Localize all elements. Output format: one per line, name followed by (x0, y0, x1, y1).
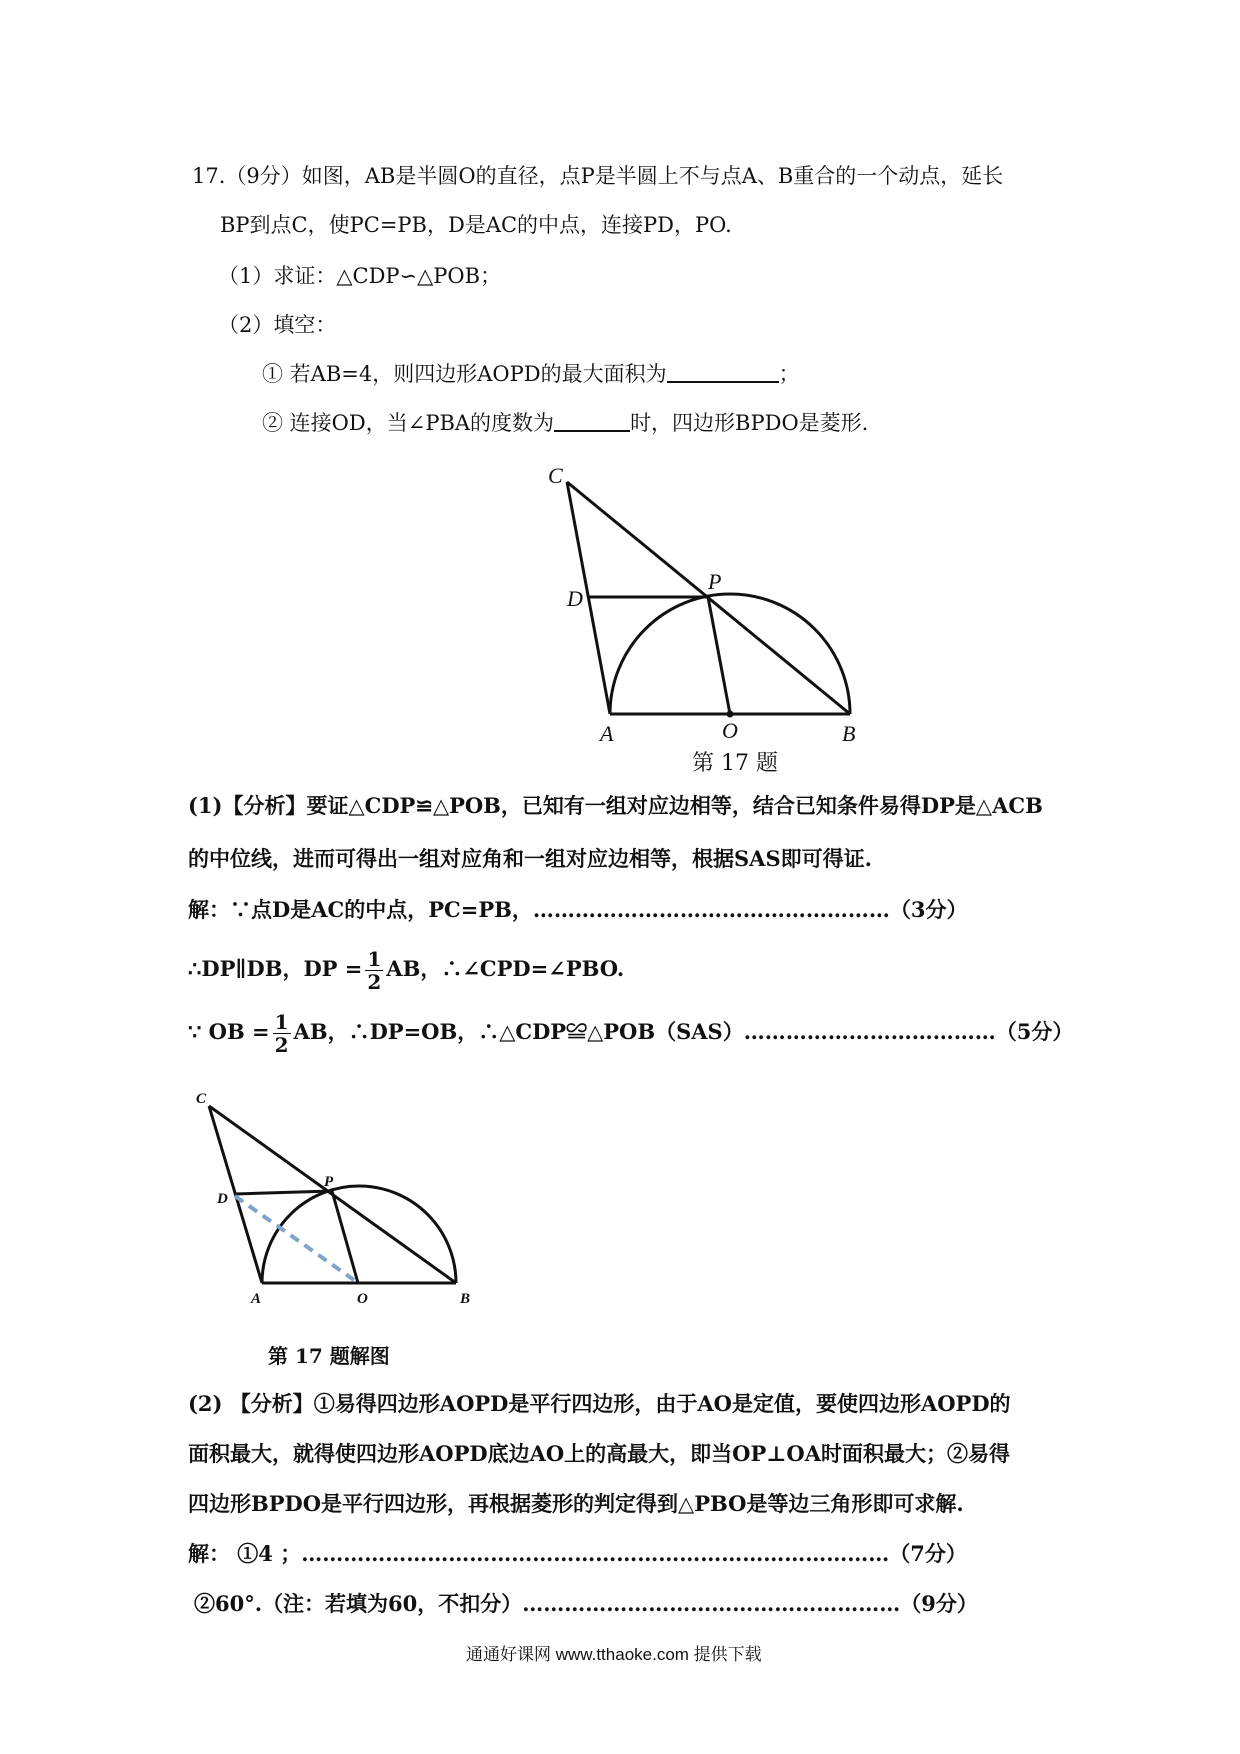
label-P-2: P (324, 1174, 334, 1190)
fraction-denominator-2: 2 (274, 1033, 289, 1057)
label-A: A (600, 721, 614, 746)
fraction-numerator-2: 1 (274, 1010, 289, 1034)
step-3-tail: AB，∴DP=OB，∴△CDP≌△POB（SAS）………………………………（5分） (293, 1019, 1074, 1044)
label-P: P (708, 569, 722, 594)
question-2: （2）填空： (218, 313, 337, 337)
label-B: B (842, 721, 856, 746)
step-3-lead: ∵ OB = (188, 1019, 270, 1044)
question-2b-end: 时，四边形BPDO是菱形. (630, 411, 869, 435)
label-O-2: O (357, 1291, 368, 1307)
fraction-numerator: 1 (367, 947, 382, 971)
label-A-2: A (251, 1291, 262, 1307)
figure-1-caption: 第 17 题 (692, 751, 778, 776)
problem-line-1: 17.（9分）如图，AB是半圆O的直径，点P是半圆上不与点A、B重合的一个动点，延长 (192, 164, 1004, 188)
analysis-1-line-2: 的中位线，进而可得出一组对应角和一组对应边相等，根据SAS即可得证. (188, 846, 872, 871)
label-C-2: C (196, 1091, 207, 1107)
segment-DP-2 (235, 1191, 332, 1194)
analysis-2-line-1: (2) 【分析】①易得四边形AOPD是平行四边形，由于AO是定值，要使四边形AOPD的 (188, 1391, 1011, 1416)
problem-line-2: BP到点C，使PC=PB，D是AC的中点，连接PD，PO. (220, 213, 732, 237)
question-1: （1）求证：△CDP∽△POB； (218, 264, 502, 288)
analysis-2-line-3: 四边形BPDO是平行四边形，再根据菱形的判定得到△PBO是等边三角形即可求解. (188, 1491, 964, 1516)
question-2a-end: ； (778, 362, 800, 386)
page-footer: 通通好课网 www.tthaoke.com 提供下载 (466, 1645, 762, 1664)
answer-2: ②60°.（注：若填为60，不扣分）………………………………………………（9分） (194, 1591, 978, 1616)
analysis-1-line-1: (1)【分析】要证△CDP≌△POB，已知有一组对应边相等，结合已知条件易得DP是△ACB (188, 793, 1043, 818)
label-B-2: B (460, 1291, 471, 1307)
step-2-lead: ∴DP∥DB，DP = (188, 956, 363, 981)
label-D-2: D (217, 1191, 228, 1207)
question-2b-text: ② 连接OD，当∠PBA的度数为 (262, 411, 555, 435)
analysis-2-line-2: 面积最大，就得使四边形AOPD底边AO上的高最大，即当OP⊥OA时面积最大；②易得 (188, 1441, 1011, 1466)
label-O: O (722, 718, 738, 743)
label-D: D (567, 586, 583, 611)
answer-1: 解： ①4 ；…………………………………………………………………………（7分） (188, 1541, 967, 1566)
figure-2-caption: 第 17 题解图 (268, 1344, 390, 1368)
step-2-tail: AB，∴∠CPD=∠PBO. (386, 956, 625, 981)
label-C: C (548, 463, 563, 488)
fraction-denominator: 2 (367, 970, 382, 994)
solution-step-1: 解：∵点D是AC的中点，PC=PB，……………………………………………（3分） (188, 897, 968, 922)
question-2a-text: ① 若AB=4，则四边形AOPD的最大面积为 (262, 362, 667, 386)
